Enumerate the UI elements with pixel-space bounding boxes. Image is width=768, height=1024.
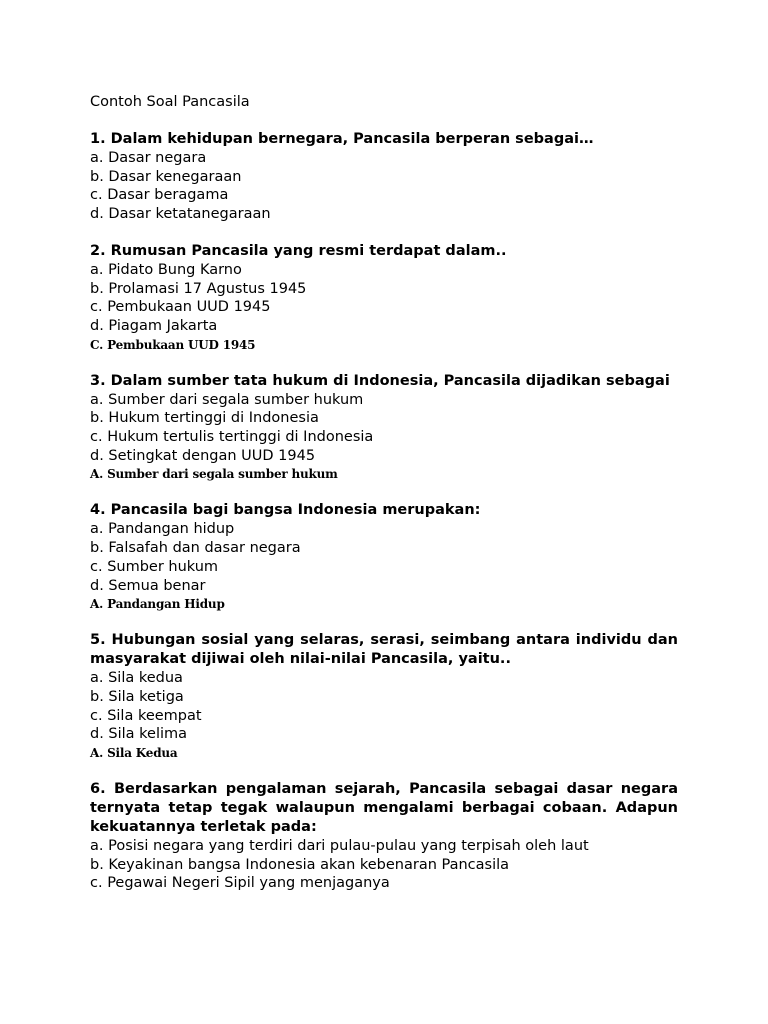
question-block <box>90 780 678 893</box>
answer-option: d. Dasar ketatanegaraan <box>90 206 271 223</box>
answer-option: a. Posisi negara yang terdiri dari pulau-pulau yang terpisah oleh laut <box>90 838 589 855</box>
answer-key: C. Pembukaan UUD 1945 <box>90 337 256 352</box>
question-text: 5. Hubungan sosial yang selaras, serasi, seimbang antara individu dan masyarakat dijiwai oleh nilai-nilai Pancasila, yaitu.. <box>90 632 678 668</box>
answer-option: c. Dasar beragama <box>90 187 229 204</box>
answer-option: c. Sumber hukum <box>90 558 219 575</box>
answer-option: b. Hukum tertinggi di Indonesia <box>90 410 319 427</box>
question-block <box>90 372 678 484</box>
question-text: 2. Rumusan Pancasila yang resmi terdapat dalam.. <box>90 242 507 259</box>
answer-key: A. Sila Kedua <box>90 746 178 761</box>
answer-option: c. Pembukaan UUD 1945 <box>90 299 271 316</box>
answer-option: b. Sila ketiga <box>90 688 184 705</box>
answer-option: a. Dasar negara <box>90 150 207 166</box>
answer-option: b. Keyakinan bangsa Indonesia akan kebenaran Pancasila <box>90 856 510 873</box>
answer-key: A. Pandangan Hidup <box>90 597 225 612</box>
question-text: 6. Berdasarkan pengalaman sejarah, Pancasila sebagai dasar negara ternyata tetap tegak walaupun mengalami berbagai cobaan. Adapun kekuatannya terletak pada: <box>90 781 678 836</box>
answer-option: c. Sila keempat <box>90 707 202 724</box>
question-block <box>90 130 678 224</box>
question-block <box>90 242 678 354</box>
answer-option: b. Dasar kenegaraan <box>90 168 242 185</box>
question-list <box>90 130 678 893</box>
answer-option: d. Setingkat dengan UUD 1945 <box>90 447 316 464</box>
question-block <box>90 631 678 762</box>
question-text: 4. Pancasila bagi bangsa Indonesia merupakan: <box>90 502 481 519</box>
answer-option: c. Hukum tertulis tertinggi di Indonesia <box>90 429 374 446</box>
answer-option: c. Pegawai Negeri Sipil yang menjaganya <box>90 875 390 892</box>
answer-option: d. Semua benar <box>90 577 206 594</box>
answer-option: a. Pandangan hidup <box>90 521 235 538</box>
answer-option: b. Prolamasi 17 Agustus 1945 <box>90 280 307 297</box>
answer-option: b. Falsafah dan dasar negara <box>90 540 301 557</box>
answer-option: a. Sila kedua <box>90 670 183 687</box>
answer-key: A. Sumber dari segala sumber hukum <box>90 467 338 482</box>
question-text: 3. Dalam sumber tata hukum di Indonesia, Pancasila dijadikan sebagai <box>90 372 670 389</box>
answer-option: d. Sila kelima <box>90 726 188 743</box>
answer-option: a. Pidato Bung Karno <box>90 261 242 278</box>
question-text: 1. Dalam kehidupan bernegara, Pancasila berperan sebagai… <box>90 131 594 147</box>
answer-option: d. Piagam Jakarta <box>90 317 218 334</box>
document-title: Contoh Soal Pancasila <box>90 94 250 110</box>
document-page <box>90 93 678 911</box>
question-block <box>90 501 678 613</box>
answer-option: a. Sumber dari segala sumber hukum <box>90 391 364 408</box>
